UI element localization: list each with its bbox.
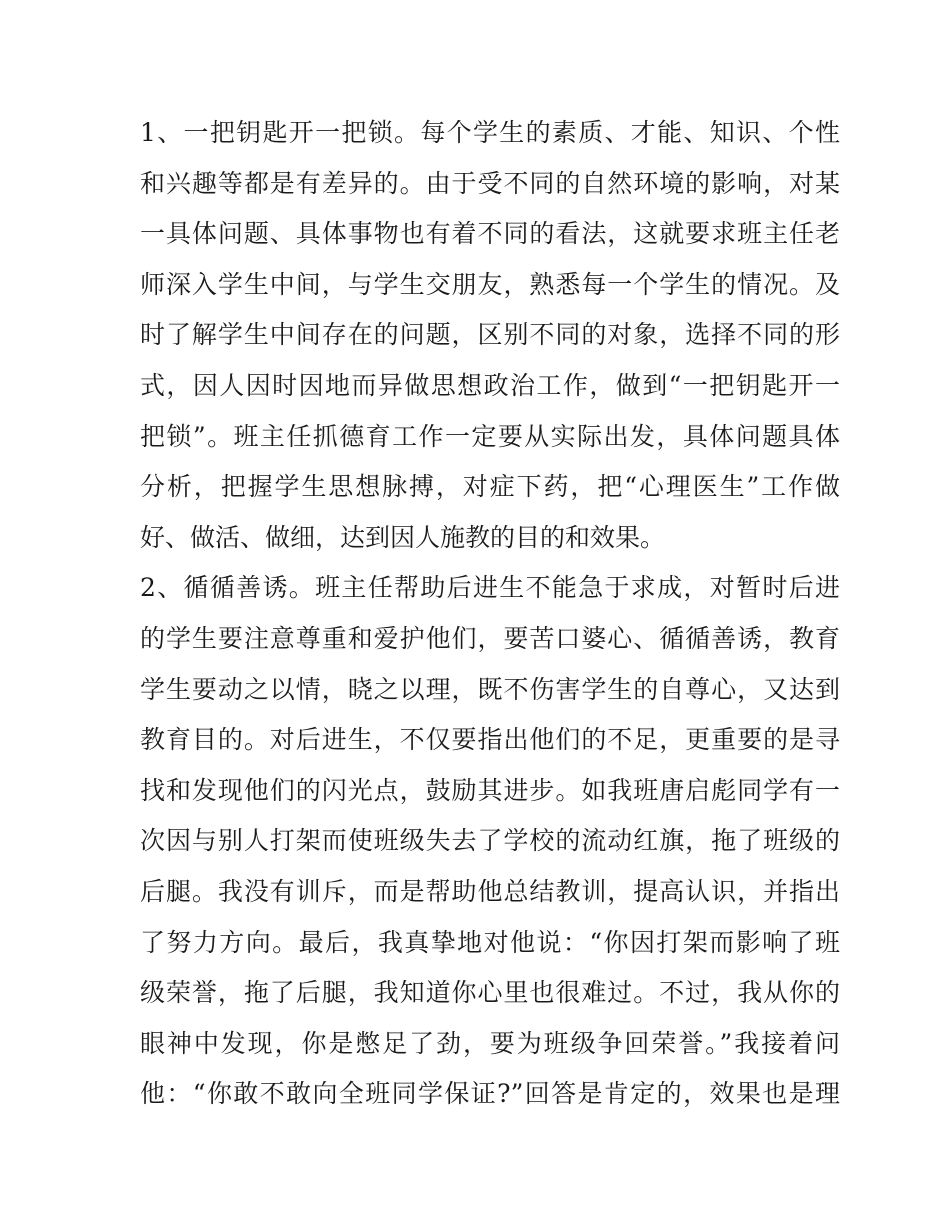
text-line-10: 2、循循善诱。班主任帮助后进生不能急于求成，对暂时后进	[140, 573, 840, 603]
text-line-13: 教育目的。对后进生，不仅要指出他们的不足，更重要的是寻	[140, 725, 840, 755]
text-line-14: 找和发现他们的闪光点，鼓励其进步。如我班唐启彪同学有一	[140, 775, 840, 805]
text-line-17: 了努力方向。最后，我真挚地对他说：“你因打架而影响了班	[140, 927, 840, 957]
text-line-16: 后腿。我没有训斥，而是帮助他总结教训，提高认识，并指出	[140, 876, 840, 906]
text-line-12: 学生要动之以情，晓之以理，既不伤害学生的自尊心，又达到	[140, 674, 840, 704]
text-line-4: 师深入学生中间，与学生交朋友，熟悉每一个学生的情况。及	[140, 269, 840, 299]
text-line-6: 式，因人因时因地而异做思想政治工作，做到“一把钥匙开一	[140, 370, 840, 400]
text-line-2: 和兴趣等都是有差异的。由于受不同的自然环境的影响，对某	[140, 168, 840, 198]
text-line-5: 时了解学生中间存在的问题，区别不同的对象，选择不同的形	[140, 320, 840, 350]
text-line-15: 次因与别人打架而使班级失去了学校的流动红旗，拖了班级的	[140, 826, 840, 856]
text-line-18: 级荣誉，拖了后腿，我知道你心里也很难过。不过，我从你的	[140, 978, 840, 1008]
text-line-7: 把锁”。班主任抓德育工作一定要从实际出发，具体问题具体	[140, 421, 840, 451]
text-line-9: 好、做活、做细，达到因人施教的目的和效果。	[140, 522, 666, 552]
body-text	[140, 108, 840, 1120]
text-line-11: 的学生要注意尊重和爱护他们，要苦口婆心、循循善诱，教育	[140, 623, 840, 653]
text-line-19: 眼神中发现，你是憋足了劲，要为班级争回荣誉。”我接着问	[140, 1028, 840, 1058]
text-line-1: 1、一把钥匙开一把锁。每个学生的素质、才能、知识、个性	[140, 118, 840, 147]
text-line-20: 他：“你敢不敢向全班同学保证?”回答是肯定的，效果也是理	[140, 1079, 840, 1109]
text-line-8: 分析，把握学生思想脉搏，对症下药，把“心理医生”工作做	[140, 472, 840, 502]
text-line-3: 一具体问题、具体事物也有着不同的看法，这就要求班主任老	[140, 219, 840, 249]
